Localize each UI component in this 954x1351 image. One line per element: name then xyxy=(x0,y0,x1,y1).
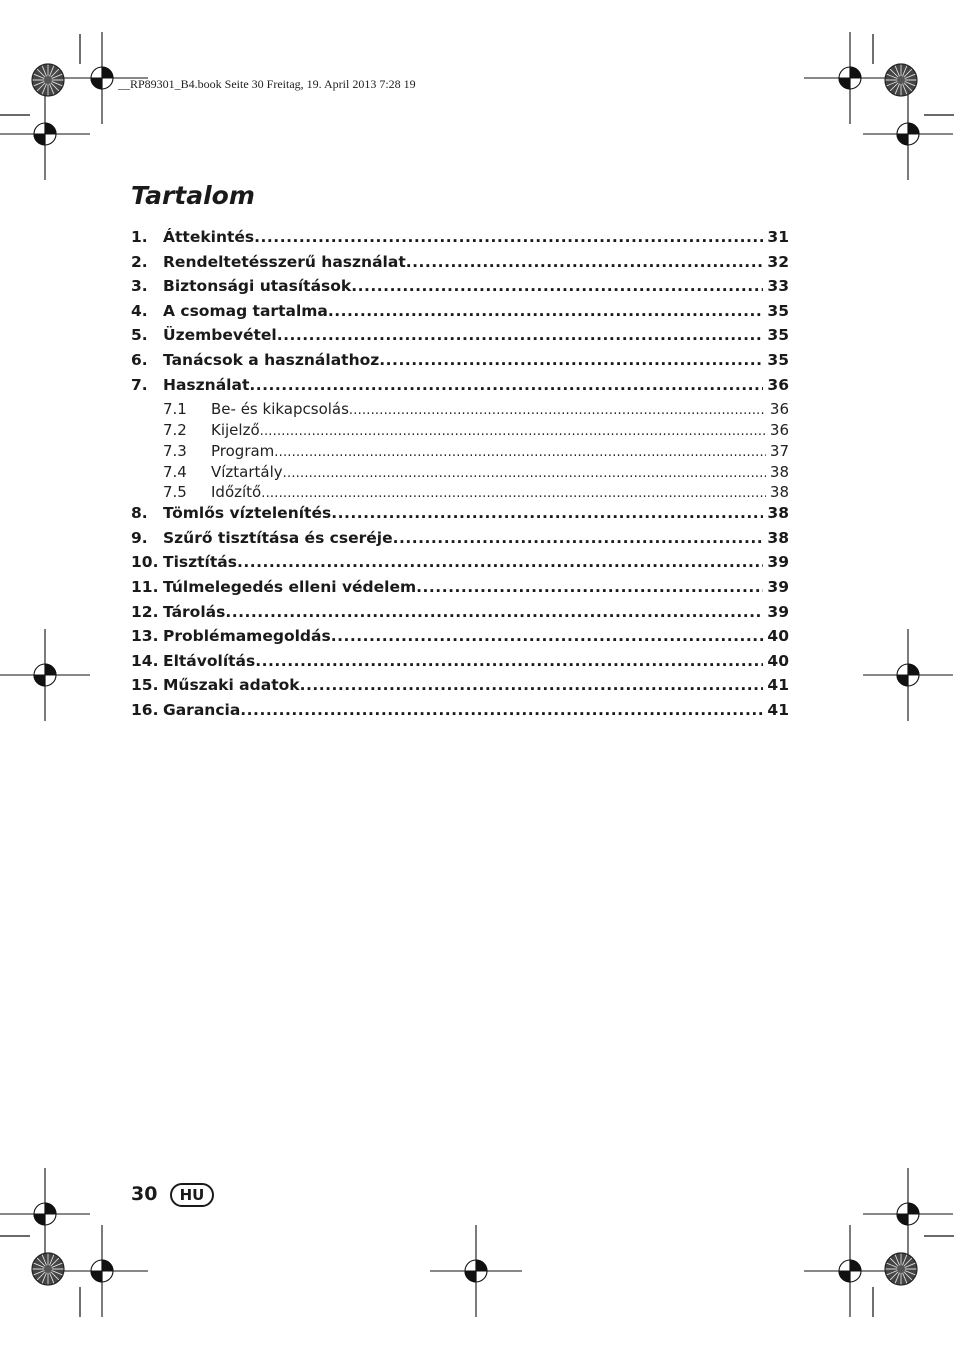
toc-entry[interactable] xyxy=(131,553,789,578)
toc-entry-label: Kijelző xyxy=(211,420,260,439)
toc-entry-label: Be- és kikapcsolás xyxy=(211,400,349,419)
toc-entry-number: 7.1 xyxy=(163,400,187,419)
toc-entry[interactable] xyxy=(131,376,789,401)
toc-entry-page: 39 xyxy=(767,577,789,596)
toc-entry[interactable] xyxy=(131,228,789,253)
toc-entry-label: A csomag tartalma xyxy=(163,301,328,320)
toc-entry-page: 37 xyxy=(769,441,789,460)
toc-entry-label: Rendeltetésszerű használat xyxy=(163,252,406,271)
toc-dot-leader xyxy=(225,603,763,621)
toc-entry[interactable] xyxy=(131,463,789,484)
toc-dot-leader xyxy=(255,652,763,670)
toc-entry-page: 40 xyxy=(767,651,789,670)
toc-entry-number: 6. xyxy=(131,350,148,369)
toc-entry[interactable] xyxy=(131,302,789,327)
toc-dot-leader xyxy=(351,277,763,295)
toc-entry-page: 39 xyxy=(767,602,789,621)
toc-dot-leader xyxy=(261,483,766,501)
toc-entry-label: Használat xyxy=(163,375,250,394)
page-title: Tartalom xyxy=(131,181,255,210)
toc-entry-label: Áttekintés xyxy=(163,228,255,246)
toc-entry-number: 4. xyxy=(131,301,148,320)
toc-entry-label: Tömlős víztelenítés xyxy=(163,504,332,523)
toc-entry-number: 5. xyxy=(131,326,148,345)
toc-dot-leader xyxy=(328,302,764,320)
toc-entry-number: 9. xyxy=(131,528,148,547)
toc-entry[interactable] xyxy=(131,442,789,463)
toc-dot-leader xyxy=(249,376,763,394)
toc-entry-page: 40 xyxy=(767,627,789,646)
toc-dot-leader xyxy=(379,351,763,369)
book-slug-line: __RP89301_B4.book Seite 30 Freitag, 19. April 2013 7:28 19 xyxy=(118,77,416,91)
toc-entry-page: 36 xyxy=(769,400,789,419)
toc-entry[interactable] xyxy=(131,676,789,701)
toc-entry[interactable] xyxy=(131,277,789,302)
toc-entry-number: 8. xyxy=(131,504,148,523)
toc-dot-leader xyxy=(283,463,766,481)
toc-entry-number: 7.3 xyxy=(163,441,187,460)
toc-entry[interactable] xyxy=(131,701,789,726)
toc-entry-number: 12. xyxy=(131,602,159,621)
toc-entry-page: 38 xyxy=(767,528,789,547)
toc-entry-page: 36 xyxy=(767,375,789,394)
toc-entry-page: 38 xyxy=(769,483,789,502)
toc-entry-label: Üzembevétel xyxy=(163,326,277,345)
toc-entry-page: 41 xyxy=(767,700,789,719)
toc-entry-number: 7.5 xyxy=(163,483,187,502)
toc-entry[interactable] xyxy=(131,529,789,554)
toc-entry-label: Garancia xyxy=(163,700,241,719)
toc-entry-page: 31 xyxy=(767,228,789,246)
toc-entry[interactable] xyxy=(131,351,789,376)
toc-entry[interactable] xyxy=(131,652,789,677)
toc-dot-leader xyxy=(331,627,764,645)
toc-entry[interactable] xyxy=(131,627,789,652)
toc-entry[interactable] xyxy=(131,603,789,628)
toc-entry-number: 2. xyxy=(131,252,148,271)
toc-entry-label: Tárolás xyxy=(163,602,226,621)
toc-entry-label: Tanácsok a használathoz xyxy=(163,350,380,369)
toc-entry-label: Túlmelegedés elleni védelem xyxy=(163,577,417,596)
toc-dot-leader xyxy=(237,553,763,571)
toc-entry[interactable] xyxy=(131,253,789,278)
toc-entry[interactable] xyxy=(131,504,789,529)
toc-dot-leader xyxy=(277,326,764,344)
toc-entry-page: 35 xyxy=(767,350,789,369)
toc-dot-leader xyxy=(331,504,763,522)
toc-dot-leader xyxy=(416,578,763,596)
toc-dot-leader xyxy=(349,400,766,418)
toc-entry-number: 14. xyxy=(131,651,159,670)
toc-entry-page: 33 xyxy=(767,277,789,296)
toc-entry-page: 38 xyxy=(769,462,789,481)
toc-entry-number: 7.2 xyxy=(163,420,187,439)
toc-entry-number: 13. xyxy=(131,627,159,646)
toc-entry-label: Tisztítás xyxy=(163,553,237,572)
toc-entry-label: Műszaki adatok xyxy=(163,676,300,695)
toc-entry-page: 36 xyxy=(769,420,789,439)
table-of-contents xyxy=(131,228,789,725)
toc-dot-leader xyxy=(240,701,763,719)
toc-entry[interactable] xyxy=(131,400,789,421)
toc-entry-page: 35 xyxy=(767,326,789,345)
toc-entry-number: 11. xyxy=(131,577,159,596)
toc-entry-label: Program xyxy=(211,441,275,460)
toc-entry-label: Biztonsági utasítások xyxy=(163,277,352,296)
toc-entry[interactable] xyxy=(131,578,789,603)
toc-entry-label: Problémamegoldás xyxy=(163,627,331,646)
toc-entry-number: 16. xyxy=(131,700,159,719)
toc-dot-leader xyxy=(274,442,766,460)
toc-entry[interactable] xyxy=(131,326,789,351)
toc-entry-number: 7.4 xyxy=(163,462,187,481)
toc-dot-leader xyxy=(254,228,763,246)
toc-entry-number: 1. xyxy=(131,228,148,246)
toc-entry-number: 15. xyxy=(131,676,159,695)
toc-entry-label: Víztartály xyxy=(211,462,283,481)
toc-entry-page: 41 xyxy=(767,676,789,695)
toc-entry-number: 7. xyxy=(131,375,148,394)
toc-entry[interactable] xyxy=(131,483,789,504)
toc-dot-leader xyxy=(300,676,764,694)
toc-entry-page: 32 xyxy=(767,252,789,271)
toc-entry[interactable] xyxy=(131,421,789,442)
toc-entry-label: Szűrő tisztítása és cseréje xyxy=(163,528,393,547)
toc-entry-label: Eltávolítás xyxy=(163,651,256,670)
toc-dot-leader xyxy=(260,421,766,439)
toc-dot-leader xyxy=(393,529,764,547)
toc-entry-page: 39 xyxy=(767,553,789,572)
page-number: 30 xyxy=(131,1183,158,1205)
toc-entry-page: 35 xyxy=(767,301,789,320)
toc-entry-number: 3. xyxy=(131,277,148,296)
toc-entry-number: 10. xyxy=(131,553,159,572)
toc-entry-label: Időzítő xyxy=(211,483,262,502)
language-badge: HU xyxy=(170,1183,214,1207)
toc-entry-page: 38 xyxy=(767,504,789,523)
toc-dot-leader xyxy=(406,253,764,271)
